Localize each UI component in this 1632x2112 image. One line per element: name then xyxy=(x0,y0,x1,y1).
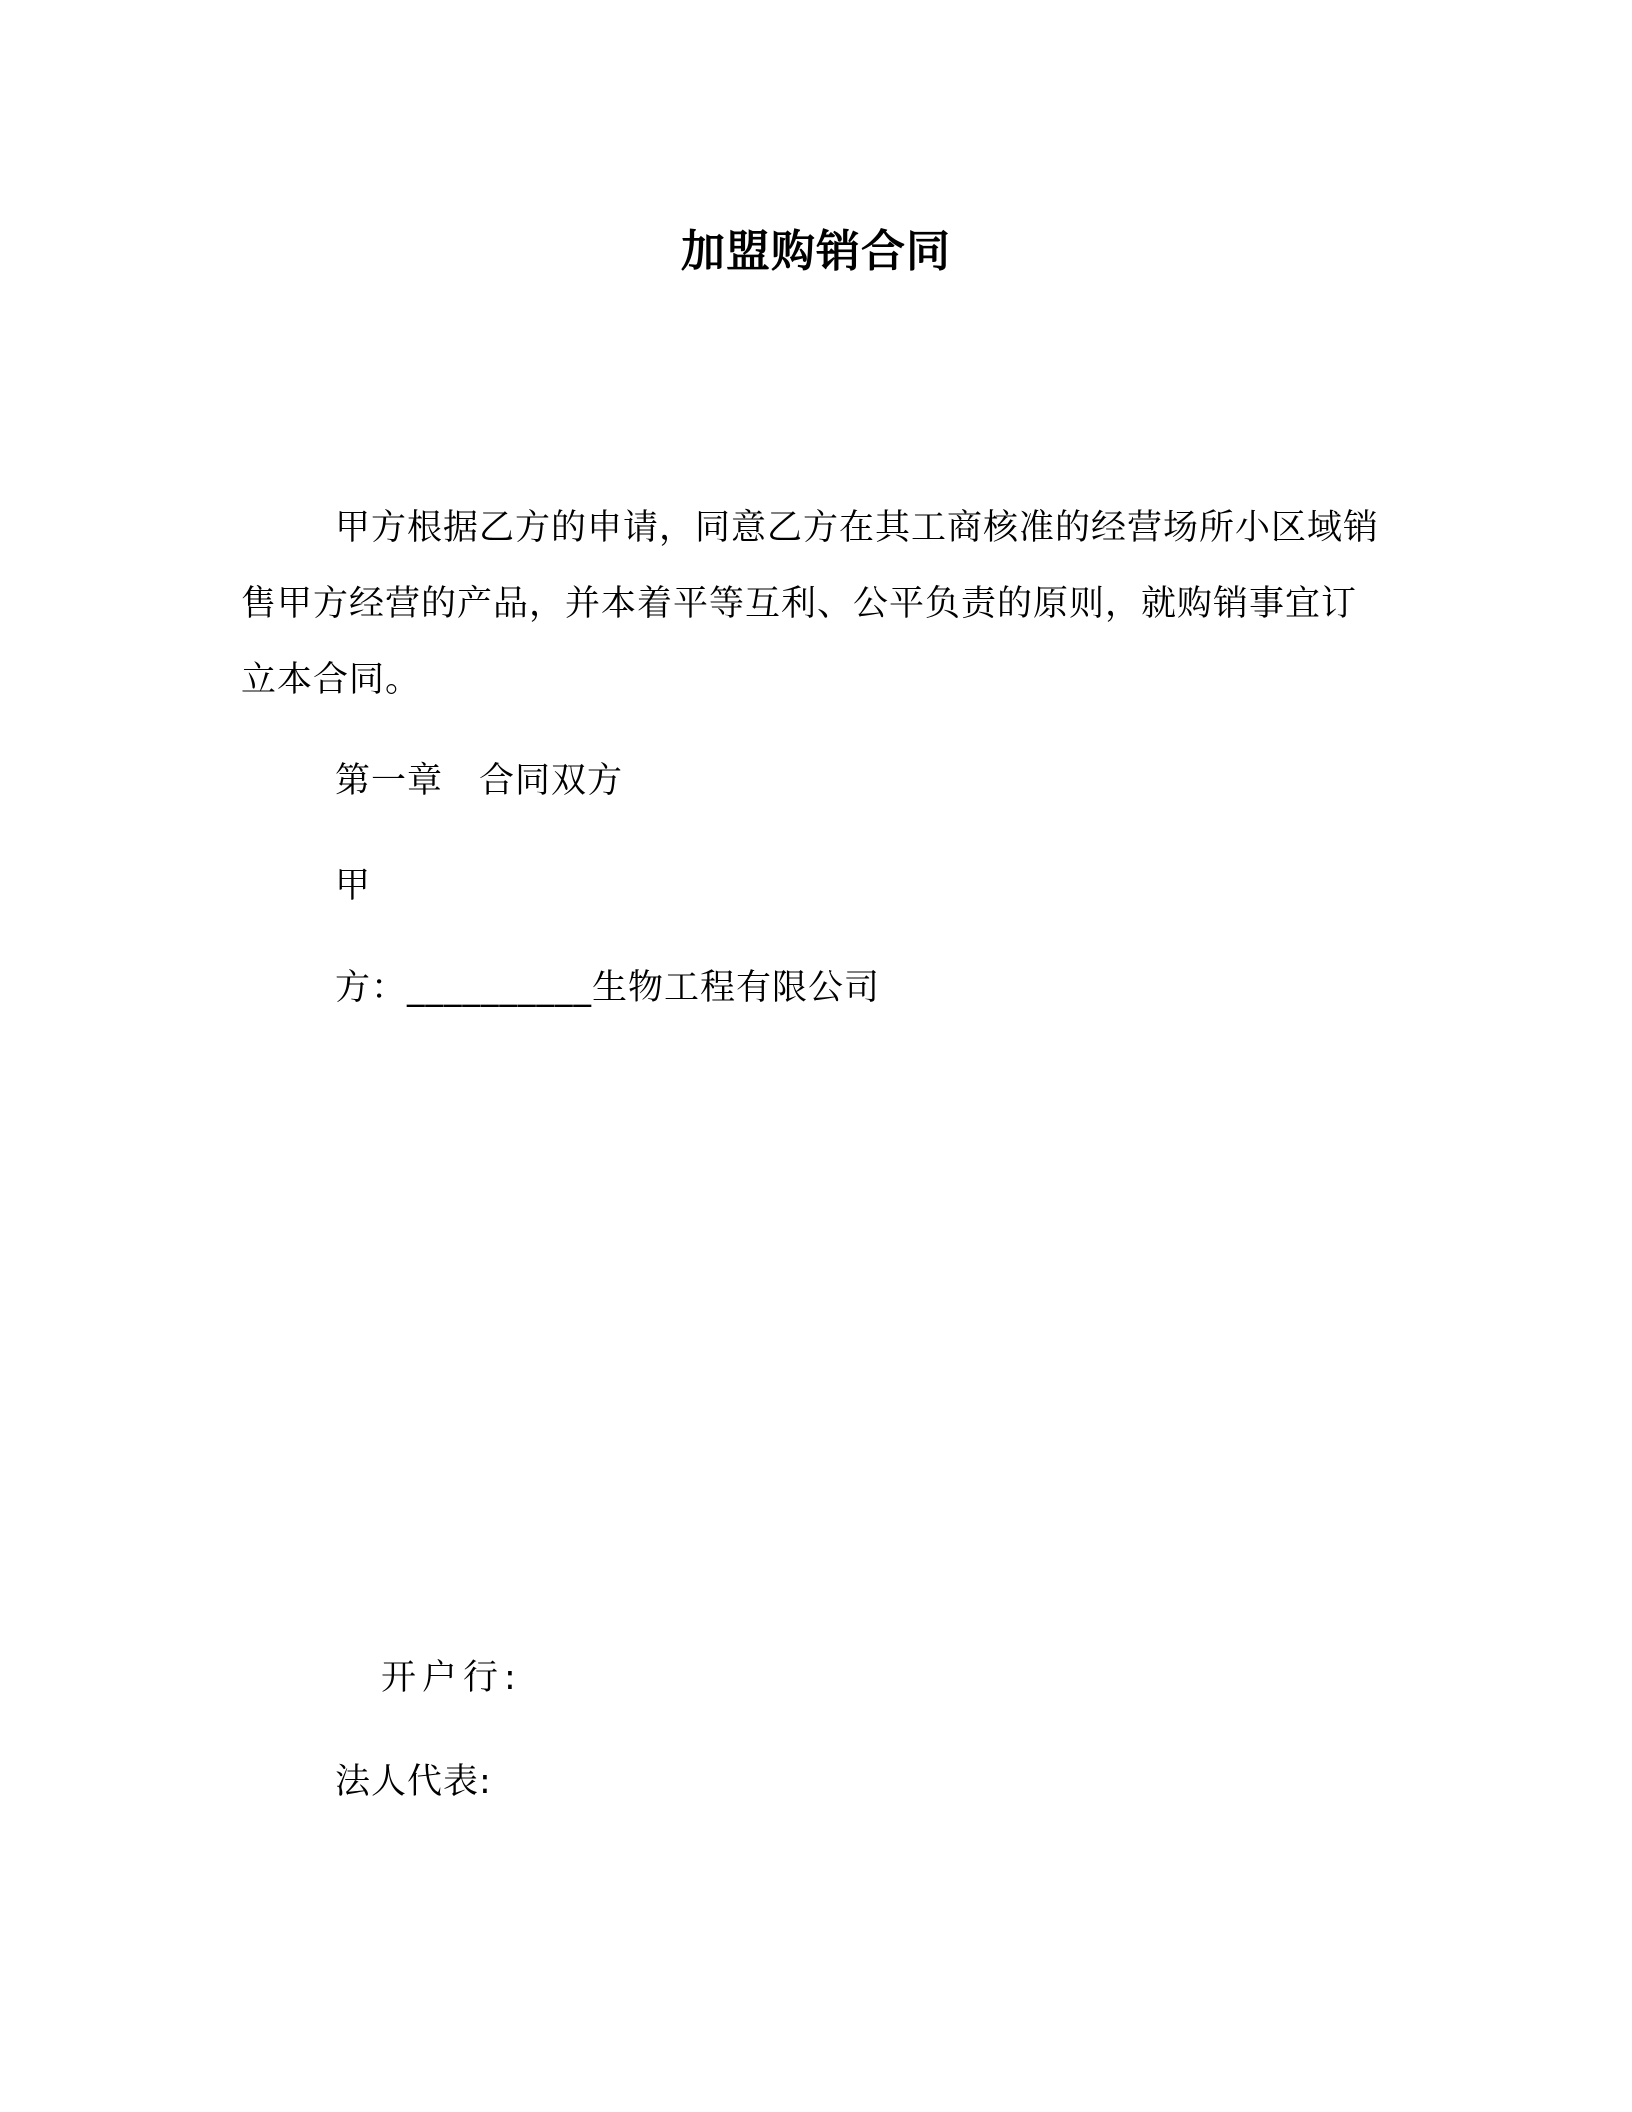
intro-paragraph: 甲方根据乙方的申请，同意乙方在其工商核准的经营场所小区域销售甲方经营的产品，并本着平等互利、公平负责的原则，就购销事宜订立本合同。 xyxy=(241,508,1380,700)
document-title: 加盟购销合同 xyxy=(681,226,951,277)
party-a-name: 方：__________生物工程有限公司 xyxy=(335,968,881,1008)
bank-label: 开户行: xyxy=(381,1658,522,1698)
party-a-label: 甲 xyxy=(335,866,372,906)
legal-rep-label: 法人代表: xyxy=(335,1762,492,1802)
chapter-heading: 第一章 合同双方 xyxy=(335,761,624,801)
